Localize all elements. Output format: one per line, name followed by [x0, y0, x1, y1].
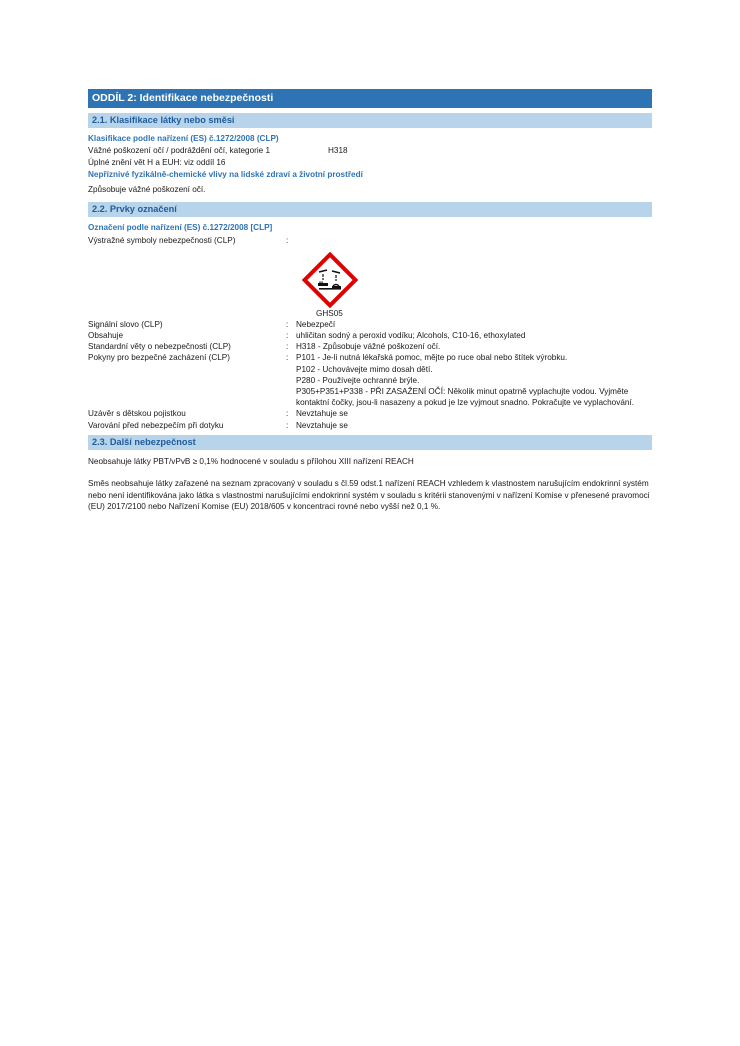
- subsection-2-2-body: [88, 222, 652, 431]
- tactile-warning-value: Nevztahuje se: [296, 420, 348, 430]
- precautionary-label: Pokyny pro bezpečné zacházení (CLP): [88, 353, 230, 363]
- section-title: ODDÍL 2: Identifikace nebezpečnosti: [92, 92, 274, 104]
- colon: :: [286, 353, 289, 363]
- signal-word-value: Nebezpečí: [296, 319, 336, 329]
- classification-row: [88, 145, 652, 157]
- precautionary-item: P280 - Používejte ochranné brýle.: [296, 375, 420, 385]
- colon: :: [286, 330, 289, 340]
- clp-classification-heading: Klasifikace podle nařízení (ES) č.1272/2008 (CLP): [88, 134, 279, 143]
- hazard-statement-value: H318 - Způsobuje vážné poškození očí.: [296, 342, 441, 352]
- contains-value: uhličitan sodný a peroxid vodíku; Alcohols, C10-16, ethoxylated: [296, 330, 526, 340]
- child-closure-value: Nevztahuje se: [296, 409, 348, 419]
- subsection-2-2-bar: [88, 202, 652, 217]
- child-closure-label: Uzávěr s dětskou pojistkou: [88, 409, 186, 419]
- corrosion-icon: [302, 252, 358, 308]
- pictogram-row: [88, 235, 652, 246]
- sds-section-2: [88, 89, 652, 513]
- colon: :: [286, 319, 289, 329]
- precautionary-item: P102 - Uchovávejte mimo dosah dětí.: [296, 364, 433, 374]
- child-closure-row: [88, 408, 652, 419]
- contains-label: Obsahuje: [88, 330, 124, 340]
- section-title-bar: [88, 89, 652, 108]
- endocrine-text: Směs neobsahuje látky zařazené na seznam zpracovaný v souladu s čl.59 odst.1 nařízení REACH vzhledem k vlastnostem narušujícím endokrinní systém nebo není identifikována jako látka s vlastnostmi narušujícími endokrinní systém v souladu s kritérii stanovenými v nařízení Komise v přenesené pravomoci (EU) 2017/2100 nebo Nařízení Komise (EU) 2018/605 v koncentraci rovné nebo vyšší než 0,1 %.: [88, 479, 650, 512]
- subsection-2-1-body: [88, 133, 652, 196]
- precautionary-item: P305+P351+P338 - PŘI ZASAŽENÍ OČÍ: Několik minut opatrně vyplachujte vodou. Vyjměte kontaktní čočky, jsou-li nasazeny a pokud je lze vyjmout snadno. Pokračujte ve vyplachování.: [296, 386, 634, 408]
- hazard-statement-row: [88, 341, 652, 352]
- pictogram-label: Výstražné symboly nebezpečnosti (CLP): [88, 235, 236, 245]
- colon: :: [286, 420, 289, 430]
- classification-text: Vážné poškození očí / podráždění očí, kategorie 1: [88, 146, 271, 155]
- tactile-warning-label: Varování před nebezpečím při dotyku: [88, 420, 224, 430]
- tactile-warning-row: [88, 420, 652, 431]
- labelling-heading: Označení podle nařízení (ES) č.1272/2008 [CLP]: [88, 222, 273, 232]
- signal-word-label: Signální slovo (CLP): [88, 319, 163, 329]
- pbt-vpvb-text: Neobsahuje látky PBT/vPvB ≥ 0,1% hodnocené v souladu s přílohou XIII nařízení REACH: [88, 456, 414, 466]
- subsection-2-1-bar: [88, 113, 652, 128]
- precautionary-row: [88, 352, 652, 408]
- subsection-2-1-title: 2.1. Klasifikace látky nebo směsi: [92, 115, 235, 125]
- full-text-reference: Úplné znění vět H a EUH: viz oddíl 16: [88, 157, 226, 167]
- colon: :: [286, 342, 289, 352]
- classification-code: H318: [328, 146, 348, 155]
- precautionary-item: P101 - Je-li nutná lékařská pomoc, mějte po ruce obal nebo štítek výrobku.: [296, 353, 568, 363]
- subsection-2-2-title: 2.2. Prvky označení: [92, 203, 177, 214]
- colon: :: [286, 409, 289, 419]
- subsection-2-3-bar: [88, 435, 652, 450]
- adverse-effects-text: Způsobuje vážné poškození očí.: [88, 185, 206, 194]
- subsection-2-3-body: [88, 456, 652, 513]
- precautionary-list: [296, 352, 652, 408]
- adverse-effects-heading: Nepříznivé fyzikálně-chemické vlivy na lidské zdraví a životní prostředí: [88, 170, 363, 179]
- contains-row: [88, 330, 652, 341]
- colon: :: [286, 235, 289, 245]
- pictogram-code: GHS05: [316, 308, 343, 318]
- subsection-2-3-title: 2.3. Další nebezpečnost: [92, 436, 196, 447]
- hazard-statement-label: Standardní věty o nebezpečnosti (CLP): [88, 342, 231, 352]
- signal-word-row: [88, 319, 652, 330]
